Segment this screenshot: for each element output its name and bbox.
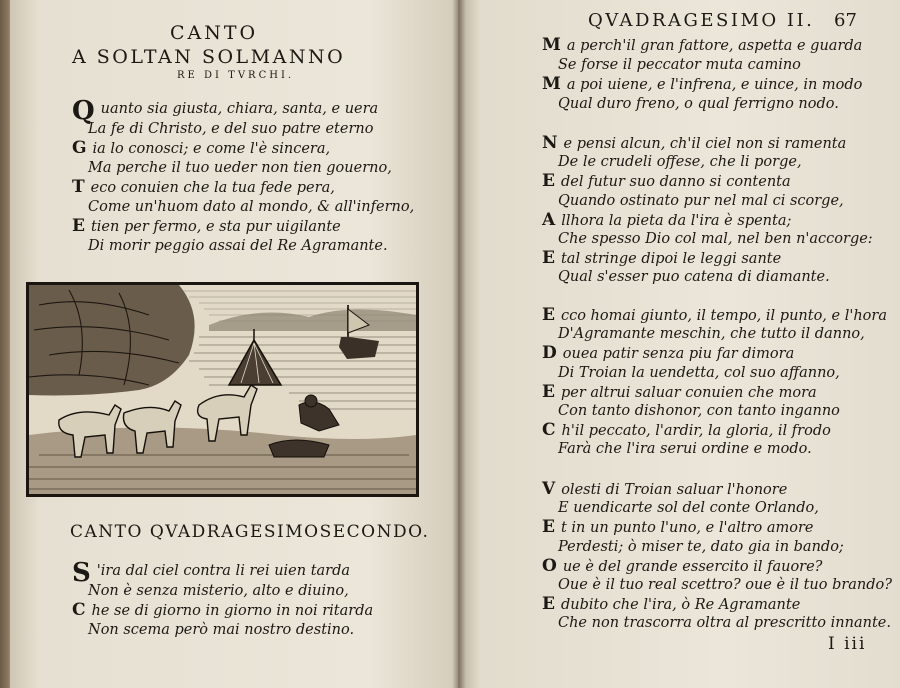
verse-text: h'il peccato, l'ardir, la gloria, il frodo	[561, 423, 831, 440]
verse-line	[558, 499, 819, 517]
verse-line	[558, 56, 801, 74]
canto-header: CANTO	[170, 22, 259, 44]
verse-text: tien per fermo, e sta pur uigilante	[90, 219, 341, 235]
verse-line	[88, 159, 392, 177]
verse-line	[542, 557, 822, 576]
verse-text: a perch'il gran fattore, aspetta e guarda	[566, 38, 863, 54]
right-page	[458, 0, 900, 688]
verse-initial: E	[542, 381, 555, 402]
verse-line	[558, 440, 812, 458]
verse-text: t in un punto l'uno, e l'altro amore	[560, 520, 814, 537]
verse-initial: G	[72, 138, 87, 158]
woodcut-illustration	[26, 282, 419, 497]
verse-text: De le crudeli offese, che li porge,	[558, 154, 802, 171]
verse-text: Non scema però mai nostro destino.	[88, 621, 355, 638]
verse-initial: Q	[72, 96, 95, 126]
verse-text: olesti di Troian saluar l'honore	[561, 482, 788, 498]
verse-line	[72, 96, 379, 126]
verse-line	[72, 217, 341, 236]
verse-line	[542, 421, 831, 440]
verse-line	[558, 614, 891, 632]
verse-text: ue è del grande essercito il fauore?	[562, 558, 823, 575]
verse-line	[558, 325, 865, 343]
verse-line	[558, 192, 844, 210]
verse-line	[72, 601, 373, 620]
verse-text: Che spesso Dio col mal, nel ben n'accorge:	[558, 231, 873, 247]
dedication-header: A SOLTAN SOLMANNO	[72, 46, 346, 68]
verse-text: tal stringe dipoi le leggi sante	[560, 251, 782, 268]
verse-line	[542, 344, 794, 363]
verse-text: Di morir peggio assai del Re Agramante.	[88, 237, 388, 254]
verse-initial: D	[542, 343, 557, 364]
verse-text: ia lo conosci; e come l'è sincera,	[92, 141, 331, 157]
verse-text: Perdesti; ò miser te, dato gia in bando;	[558, 538, 844, 555]
verse-line	[88, 582, 349, 600]
verse-line	[542, 518, 813, 537]
verse-text: Se forse il peccator muta camino	[558, 56, 801, 73]
verse-text: dubito che l'ira, ò Re Agramante	[560, 597, 801, 614]
verse-text: 'ira dal ciel contra li rei uien tarda	[96, 563, 351, 579]
verse-line	[542, 36, 862, 55]
verse-line	[88, 237, 388, 255]
verse-text: llhora la pieta da l'ira è spenta;	[561, 212, 792, 229]
verse-initial: E	[542, 594, 555, 615]
running-head: QVADRAGESIMO II.	[588, 10, 815, 31]
verse-line	[542, 134, 846, 153]
verse-text: he se di giorno in giorno in noi ritarda	[91, 603, 374, 619]
book-gutter	[452, 0, 466, 688]
verse-line	[558, 364, 840, 382]
verse-text: Oue è il tuo real scettro? oue è il tuo brando?	[558, 577, 893, 593]
verse-line	[542, 75, 862, 94]
verse-text: Farà che l'ira serui ordine e modo.	[558, 441, 812, 458]
left-page	[10, 0, 458, 688]
verse-text: La fe di Christo, e del suo patre eterno	[88, 120, 374, 137]
canto-title: CANTO QVADRAGESIMOSECONDO.	[70, 522, 430, 542]
verse-initial: O	[542, 555, 557, 576]
signature-mark: I iii	[828, 634, 867, 654]
verse-text: Qual duro freno, o qual ferrigno nodo.	[558, 95, 839, 112]
verse-initial: V	[542, 479, 556, 499]
verse-line	[558, 576, 892, 594]
verse-text: eco conuien che la tua fede pera,	[90, 180, 335, 196]
page-number: 67	[834, 10, 857, 31]
verse-text: D'Agramante meschin, che tutto il danno,	[558, 326, 865, 343]
verse-line	[88, 120, 373, 138]
verse-line	[558, 538, 844, 556]
verse-line	[558, 95, 839, 113]
verse-line	[72, 558, 351, 588]
verse-text: Ma perche il tuo ueder non tien gouerno,	[88, 159, 392, 176]
verse-text: ouea patir senza piu far dimora	[562, 346, 795, 363]
verse-initial: T	[72, 177, 85, 197]
verse-text: Come un'huom dato al mondo, & all'inferno,	[88, 198, 415, 215]
verse-initial: E	[542, 248, 555, 269]
verse-line	[542, 172, 791, 191]
verse-line	[88, 198, 414, 216]
woodcut-illustration-icon	[29, 285, 416, 494]
verse-text: Che non trascorra oltra al prescritto innante.	[558, 615, 891, 632]
verse-text: Di Troian la uendetta, col suo affanno,	[558, 364, 840, 381]
dedication-subheader: RE DI TVRCHI.	[177, 70, 295, 81]
verse-text: del futur suo danno si contenta	[560, 174, 791, 191]
verse-text: uanto sia giusta, chiara, santa, e uera	[100, 101, 379, 117]
verse-text: Quando ostinato pur nel mal ci scorge,	[558, 192, 844, 209]
verse-line	[72, 178, 335, 197]
verse-text: E uendicarte sol del conte Orlando,	[558, 500, 819, 517]
verse-line	[72, 139, 330, 158]
verse-text: e pensi alcun, ch'il ciel non si ramenta	[563, 136, 847, 152]
verse-text: Con tanto dishonor, con tanto inganno	[558, 403, 840, 419]
verse-initial: S	[72, 558, 91, 588]
verse-line	[542, 211, 791, 230]
verse-line	[88, 621, 354, 639]
verse-initial: N	[542, 133, 558, 153]
verse-line	[558, 402, 840, 420]
verse-initial: C	[72, 600, 86, 620]
verse-initial: M	[542, 74, 561, 94]
verse-initial: E	[72, 216, 85, 236]
verse-initial: E	[542, 171, 555, 192]
verse-text: cco homai giunto, il tempo, il punto, e l'hora	[560, 308, 887, 324]
verse-line	[542, 383, 817, 402]
verse-line	[542, 595, 800, 614]
verse-line	[558, 153, 802, 171]
verse-line	[542, 249, 781, 268]
verse-line	[558, 230, 873, 248]
verse-text: a poi uiene, e l'infrena, e uince, in modo	[566, 77, 863, 93]
verse-text: per altrui saluar conuien che mora	[560, 384, 817, 401]
verse-initial: C	[542, 420, 556, 441]
verse-initial: M	[542, 35, 561, 55]
verse-text: Non è senza misterio, alto e diuino,	[88, 582, 349, 599]
verse-text: Qual s'esser puo catena di diamante.	[558, 269, 830, 286]
verse-line	[542, 306, 887, 325]
verse-initial: A	[542, 209, 556, 230]
verse-line	[542, 480, 787, 499]
verse-line	[558, 268, 830, 286]
verse-initial: E	[542, 305, 555, 325]
verse-initial: E	[542, 517, 555, 538]
